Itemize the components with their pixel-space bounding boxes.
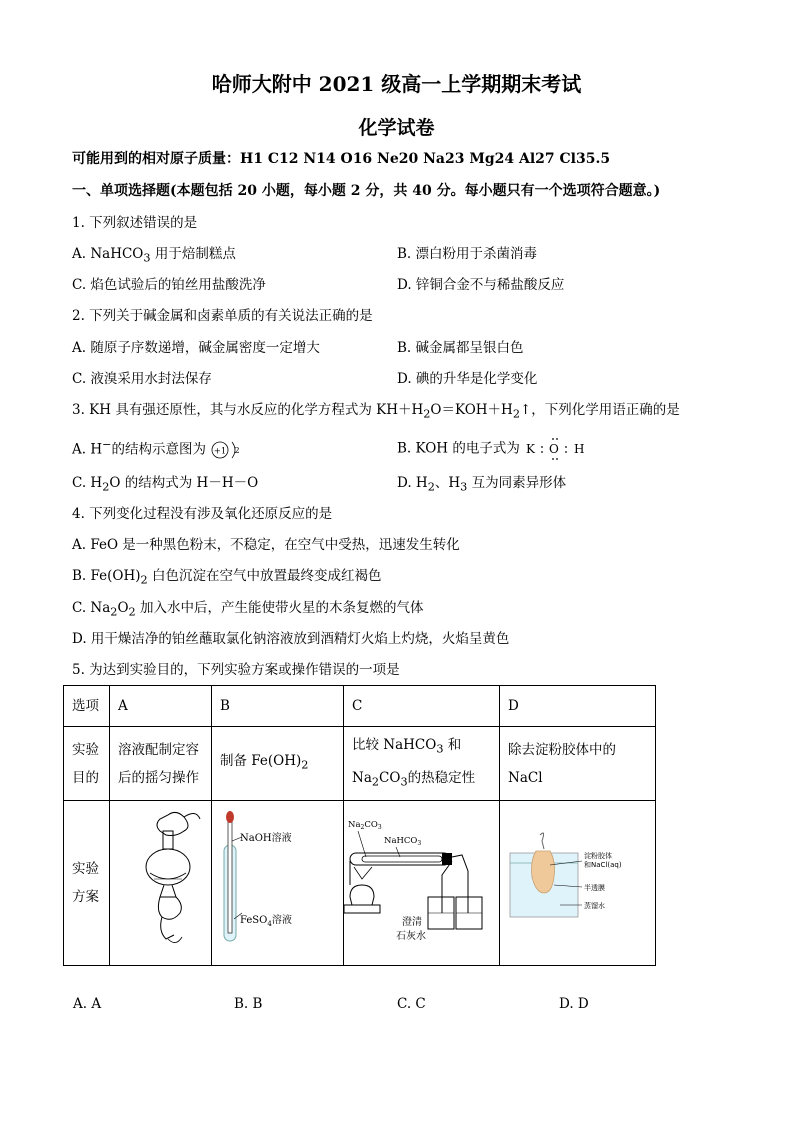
scheme-label: 实验方案 [64,801,110,966]
q3-option-b: B. KOH 的电子式为 K O H [397,436,588,462]
q5-stem: 5. 为达到实验目的，下列实验方案或操作错误的一项是 [72,662,400,678]
label-na2co3: $Na_2CO_3$ [348,820,382,831]
electron-formula-k: K [526,442,536,456]
label-feso4-solution: FeSO$_4$溶液 [240,915,292,928]
scheme-d [500,801,656,966]
label-limewater-1: 澄清 [402,917,422,928]
table-header-label: 选项 [64,686,110,727]
label-distilled-water: 蒸馏水 [584,902,605,910]
label-starch-colloid: 淀粉胶体 [584,852,612,860]
electron-formula-o: O [549,442,559,456]
label-naoh-solution: NaOH溶液 [240,833,292,844]
scheme-b [212,801,344,966]
nucleus-charge: +1 [214,446,227,457]
table-col-a: A [110,686,212,727]
section-heading: 一、单项选择题(本题包括 20 小题，每小题 2 分，共 40 分。每小题只有一个选项符合题意。) [72,183,661,199]
label-nacl-aq: 和NaCl(aq) [584,861,622,869]
feoh2-test-tube-figure [212,801,343,955]
table-col-b: B [212,686,344,727]
label-semipermeable-membrane: 半透膜 [584,884,605,892]
purpose-c: 比较 NaHCO$_3$ 和 $Na_2CO_3$的热稳定性 [344,727,500,801]
q5-experiment-table [63,685,656,966]
q2-stem: 2. 下列关于碱金属和卤素单质的有关说法正确的是 [72,308,373,324]
q3-option-d: D. $H_2$、$H_3$ 互为同素异形体 [397,475,567,494]
exam-title: 哈师大附中 2021 级高一上学期期末考试 [211,72,582,96]
q4-option-c: C. $Na_2O_2$ 加入水中后，产生能使带火星的木条复燃的气体 [72,600,424,619]
dialysis-figure [500,801,655,955]
q3-option-a: A. H−的结构示意图为 +1 2 [72,436,246,461]
q1-option-d: D. 锌铜合金不与稀盐酸反应 [397,277,565,293]
q5-answer-a: A. A [73,996,102,1012]
q5-answer-c: C. C [397,996,426,1012]
shake-volumetric-flask-figure [110,801,211,955]
q2-option-d: D. 碘的升华是化学变化 [397,371,538,387]
scheme-c [344,801,500,966]
shell-electrons: 2 [234,446,240,455]
purpose-label: 实验目的 [64,727,110,801]
atomic-masses: 可能用到的相对原子质量：H1 C12 N14 O16 Ne20 Na23 Mg24 Al27 Cl35.5 [72,151,611,167]
q4-option-a: A. FeO 是一种黑色粉末，不稳定，在空气中受热，迅速发生转化 [72,537,460,553]
q3-option-c: C. $H_2O$ 的结构式为 H－H－O [72,475,259,494]
koh-electron-formula [524,436,588,462]
q1-stem: 1. 下列叙述错误的是 [72,215,198,231]
q2-option-c: C. 液溴采用水封法保存 [72,371,212,387]
q5-answer-b: B. B [234,996,263,1012]
label-nahco3: NaHCO$_3$ [384,836,422,847]
q4-stem: 4. 下列变化过程没有涉及氧化还原反应的是 [72,506,333,522]
q2-option-b: B. 碱金属都呈银白色 [397,340,524,356]
q5-answer-d: D. D [559,996,589,1012]
exam-subtitle: 化学试卷 [358,117,435,139]
q4-option-d: D. 用干燥洁净的铂丝蘸取氯化钠溶液放到酒精灯火焰上灼烧，火焰呈黄色 [72,631,510,647]
scheme-a [110,801,212,966]
q1-option-b: B. 漂白粉用于杀菌消毒 [397,246,538,262]
q3-stem: 3. KH 具有强还原性，其与水反应的化学方程式为 $KH+H_2O=KOH+H_2↑$，下列化学用语正确的是 [72,402,680,421]
purpose-b: 制备 $Fe(OH)_2$ [212,727,344,801]
table-col-d: D [500,686,656,727]
table-col-c: C [344,686,500,727]
q4-option-b: B. $Fe(OH)_2$ 白色沉淀在空气中放置最终变成红褐色 [72,568,382,587]
h-ion-structure-diagram [210,439,246,461]
purpose-d: 除去淀粉胶体中的 NaCl [500,727,656,801]
label-limewater-2: 石灰水 [396,931,426,942]
q2-option-a: A. 随原子序数递增，碱金属密度一定增大 [72,340,320,356]
q1-option-a: A. NaHCO$_3$ 用于焙制糕点 [72,246,236,265]
thermal-stability-apparatus-figure [344,801,499,955]
q1-option-c: C. 焰色试验后的铂丝用盐酸洗净 [72,277,266,293]
purpose-a: 溶液配制定容后的摇匀操作 [110,727,212,801]
electron-formula-h: H [574,442,585,456]
